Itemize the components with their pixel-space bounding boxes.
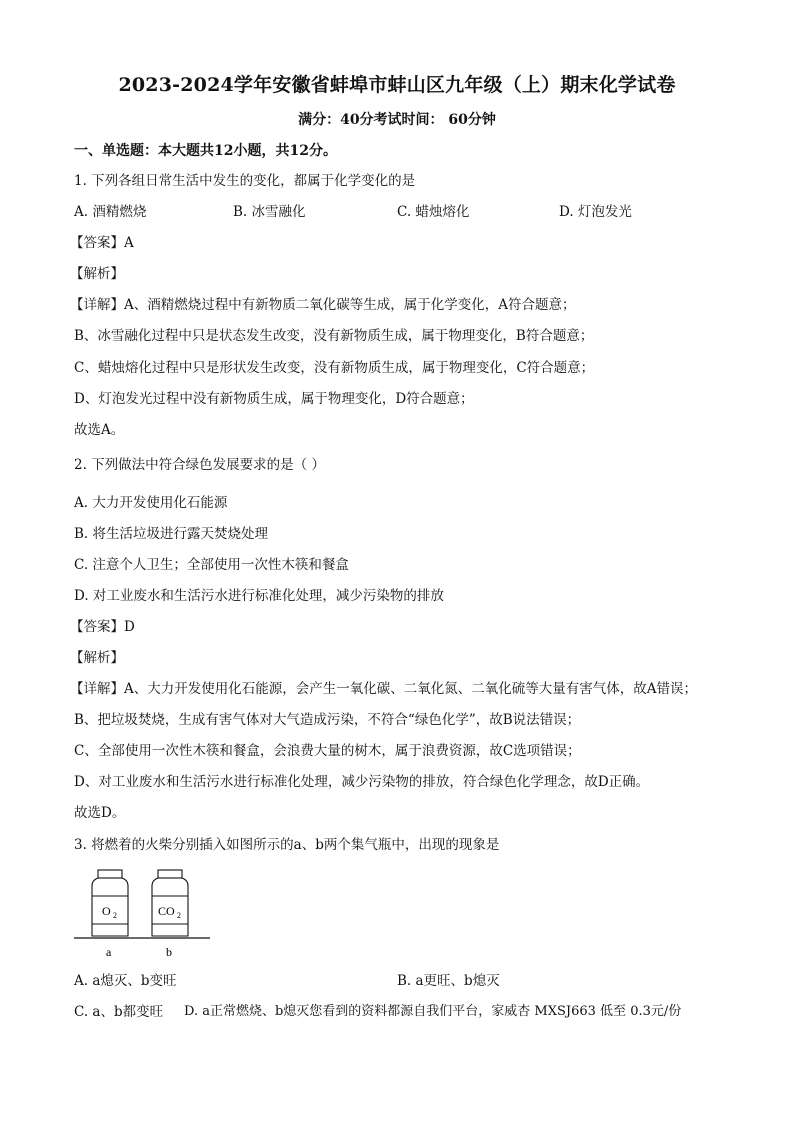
exam-title: 2023-2024学年安徽省蚌埠市蚌山区九年级（上）期末化学试卷: [118, 74, 676, 96]
q1-answer: 【答案】A: [70, 235, 134, 251]
q3-option-c: C. a、b都变旺: [74, 1004, 164, 1020]
q1-stem: 1. 下列各组日常生活中发生的变化，都属于化学变化的是: [74, 173, 416, 189]
bottle-b-letter: b: [166, 945, 172, 959]
q2-conclusion: 故选D。: [74, 805, 126, 821]
q3-option-d: D. a正常燃烧、b熄灭您看到的资料都源自我们平台，家威杏 MXSJ663 低至 0.3元/份: [184, 1004, 682, 1019]
bottle-b-gas-subscript: 2: [177, 911, 181, 920]
q2-option-d: D. 对工业废水和生活污水进行标准化处理，减少污染物的排放: [74, 588, 444, 604]
q3-option-a: A. a熄灭、b变旺: [74, 973, 177, 989]
q1-detail-line: D、灯泡发光过程中没有新物质生成，属于物理变化，D符合题意；: [74, 391, 474, 407]
q2-analysis-label: 【解析】: [70, 650, 124, 666]
q2-option-b: B. 将生活垃圾进行露天焚烧处理: [74, 526, 269, 542]
q2-detail-line: 【详解】A、大力开发使用化石能源，会产生一氧化碳、二氧化氮、二氧化硫等大量有害气体，故A错误；: [70, 681, 697, 697]
q2-answer: 【答案】D: [70, 619, 135, 635]
bottle-b-gas-label: CO: [158, 904, 175, 918]
bottle-b: [152, 870, 188, 959]
q1-option-b: B. 冰雪融化: [233, 204, 306, 220]
q3-stem: 3. 将燃着的火柴分别插入如图所示的a、b两个集气瓶中，出现的现象是: [74, 837, 500, 853]
q1-option-a: A. 酒精燃烧: [74, 204, 147, 220]
q2-option-a: A. 大力开发使用化石能源: [74, 495, 228, 511]
q1-conclusion: 故选A。: [74, 422, 125, 438]
q1-detail-line: C、蜡烛熔化过程中只是形状发生改变，没有新物质生成，属于物理变化，C符合题意；: [74, 360, 595, 376]
q2-detail-line: D、对工业废水和生活污水进行标准化处理，减少污染物的排放，符合绿色化学理念，故D正确。: [74, 774, 650, 790]
q1-option-c: C. 蜡烛熔化: [397, 204, 470, 220]
exam-subtitle: 满分：40分考试时间： 60分钟: [298, 112, 496, 128]
q1-detail-line: 【详解】A、酒精燃烧过程中有新物质二氧化碳等生成，属于化学变化，A符合题意；: [70, 297, 576, 313]
q1-detail-line: B、冰雪融化过程中只是状态发生改变，没有新物质生成，属于物理变化，B符合题意；: [74, 328, 594, 344]
q2-stem: 2. 下列做法中符合绿色发展要求的是（ ）: [74, 457, 325, 473]
q3-option-b: B. a更旺、b熄灭: [397, 973, 500, 989]
q2-detail-line: B、把垃圾焚烧，生成有害气体对大气造成污染，不符合“绿色化学”，故B说法错误；: [74, 712, 581, 728]
bottle-a-gas-label: O: [102, 904, 111, 918]
q2-option-c: C. 注意个人卫生；全部使用一次性木筷和餐盒: [74, 557, 349, 573]
bottle-a-gas-subscript: 2: [113, 911, 117, 920]
q2-detail-line: C、全部使用一次性木筷和餐盒，会浪费大量的树木，属于浪费资源，故C选项错误；: [74, 743, 581, 759]
bottle-a: [92, 870, 128, 959]
q1-option-d: D. 灯泡发光: [559, 204, 632, 220]
gas-bottles-figure: [70, 866, 220, 962]
q1-analysis-label: 【解析】: [70, 266, 124, 282]
section-heading: 一、单选题：本大题共12小题，共12分。: [74, 143, 337, 159]
bottle-a-letter: a: [106, 945, 112, 959]
